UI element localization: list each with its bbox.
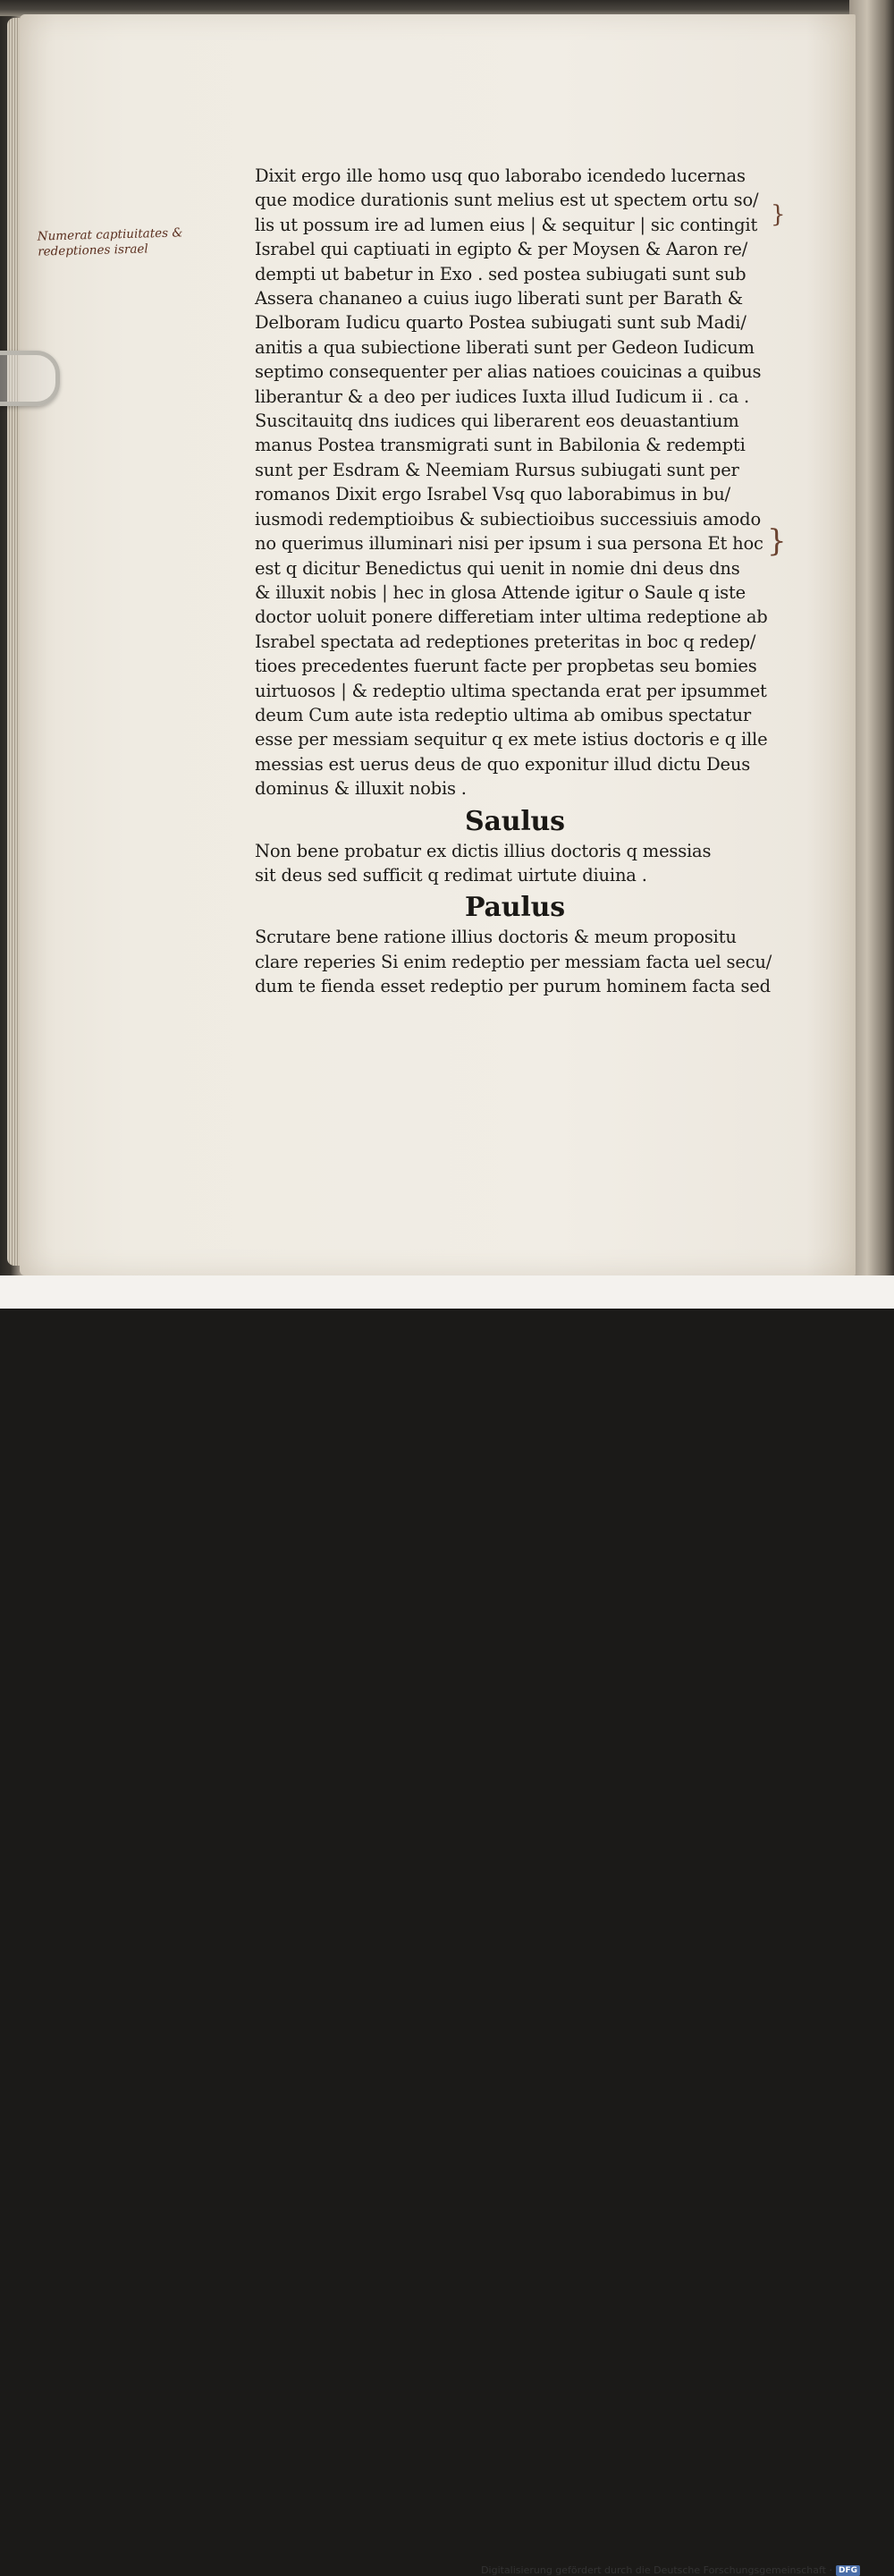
text-line: tioes precedentes fuerunt facte per propbetas seu bomies — [255, 656, 757, 677]
text-line: & illuxit nobis | hec in glosa Attende igitur o Saule q iste — [255, 581, 746, 603]
main-text-column — [255, 164, 772, 999]
text-line: Dixit ergo ille homo usq quo laborabo icendedo lucernas — [255, 165, 746, 186]
text-line: esse per messiam sequitur q ex mete istius doctoris e q ille — [255, 729, 768, 750]
text-line: septimo consequenter per alias natioes couicinas a quibus — [255, 361, 762, 383]
text-line: romanos Dixit ergo Israbel Vsq quo laborabimus in bu/ — [255, 484, 730, 505]
text-line: lis ut possum ire ad lumen eius | & sequitur | sic contingit — [255, 214, 758, 235]
text-line: Israbel spectata ad redeptiones preteritas in boc q redep/ — [255, 631, 756, 652]
text-line: dum te fienda esset redeptio per purum hominem facta sed — [255, 976, 771, 997]
text-line: Israbel qui captiuati in egipto & per Moysen & Aaron re/ — [255, 239, 748, 260]
heading-saulus: Saulus — [465, 805, 565, 837]
handwritten-margin-note — [38, 225, 217, 259]
footer-bar — [0, 1275, 894, 2576]
text-line: liberantur & a deo per iudices Iuxta illud Iudicum ii . ca . — [255, 386, 750, 407]
text-line: est q dicitur Benedictus qui uenit in nomie dni deus dns — [255, 557, 740, 579]
text-line: anitis a qua subiectione liberati sunt per Gedeon Iudicum — [255, 336, 755, 358]
dfg-logo: DFG — [836, 2565, 860, 2576]
margin-bracket-mark: } — [767, 523, 787, 559]
text-line: doctor uoluit ponere differetiam inter ultima redeptione ab — [255, 606, 768, 628]
text-line: messias est uerus deus de quo exponitur illud dictu Deus — [255, 753, 751, 775]
paragraph-scrutare — [255, 925, 772, 998]
text-line: dominus & illuxit nobis . — [255, 778, 467, 800]
page-stack-right — [849, 0, 894, 1309]
text-line: manus Postea transmigrati sunt in Babilonia & redempti — [255, 435, 746, 456]
text-line: iusmodi redemptioibus & subiectioibus successiuis amodo — [255, 508, 761, 530]
text-line: deum Cum aute ista redeptio ultima ab omibus spectatur — [255, 704, 752, 725]
text-line: que modice durationis sunt melius est ut spectem ortu so/ — [255, 190, 759, 211]
text-line: sunt per Esdram & Neemiam Rursus subiugati sunt per — [255, 459, 739, 480]
margin-note-line: Numerat captiuitates & — [37, 225, 183, 244]
text-line: clare reperies Si enim redeptio per messiam facta uel secu/ — [255, 951, 772, 972]
text-line: Delboram Iudicu quarto Postea subiugati sunt sub Madi/ — [255, 312, 746, 334]
funding-credit — [481, 2564, 860, 2576]
paper-clip — [0, 351, 60, 406]
text-line: Scrutare bene ratione illius doctoris & meum propositu — [255, 927, 737, 948]
margin-note-line: redeptiones israel — [38, 242, 148, 259]
text-line: no querimus illuminari nisi per ipsum i sua persona Et hoc — [255, 533, 763, 555]
funding-credit-text: Digitalisierung gefördert durch die Deutsche Forschungsgemeinschaft · — [481, 2564, 832, 2576]
text-line: uirtuosos | & redeptio ultima spectanda erat per ipsummet — [255, 680, 767, 701]
text-line: Suscitauitq dns iudices qui liberarent eos deuastantium — [255, 411, 739, 432]
paragraph-dixit — [255, 164, 769, 801]
heading-paulus: Paulus — [465, 892, 565, 924]
text-line: Non bene probatur ex dictis illius doctoris q messias — [255, 840, 712, 861]
text-line: dempti ut babetur in Exo . sed postea subiugati sunt sub — [255, 263, 746, 284]
text-line: sit deus sed sufficit q redimat uirtute diuina . — [255, 864, 647, 886]
paragraph-non-bene — [255, 839, 769, 888]
text-line: Assera chananeo a cuius iugo liberati sunt per Barath & — [255, 288, 743, 309]
margin-bracket-mark: } — [771, 201, 786, 228]
